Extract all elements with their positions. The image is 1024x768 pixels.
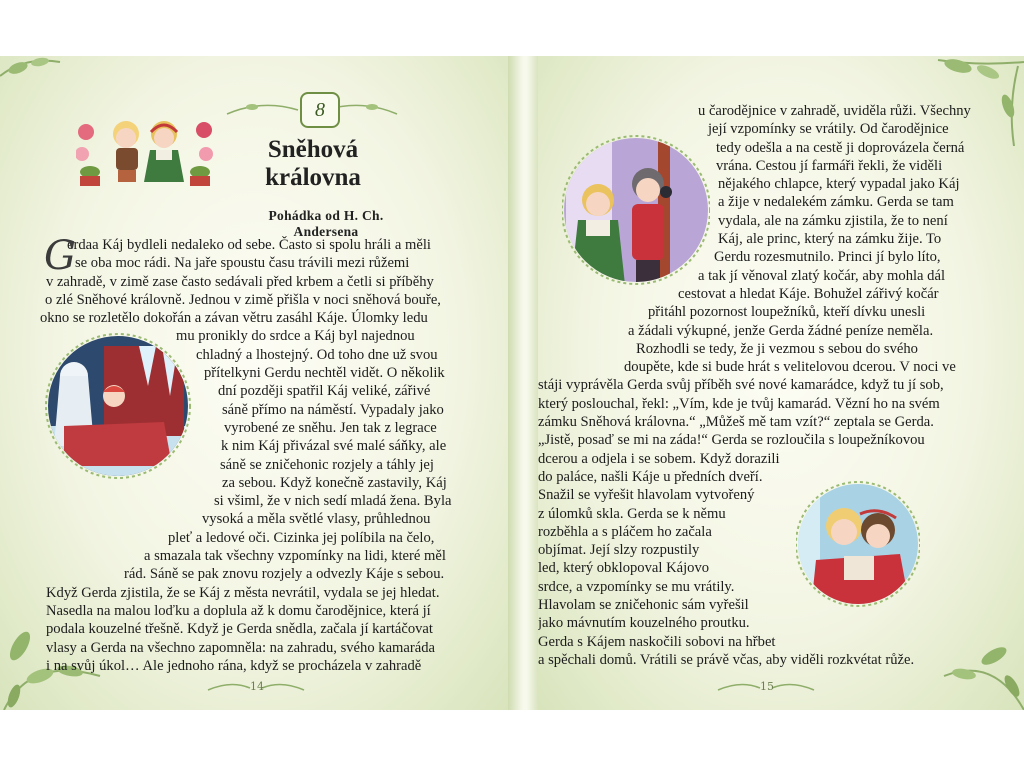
text-line: a spěchali domů. Vrátili se právě včas, aby viděli rozkvétat růže.	[538, 651, 915, 668]
page-number-right: 15	[760, 680, 774, 693]
text-line: i na svůj úkol… Ale jednoho rána, když se procházela v zahradě	[46, 657, 422, 674]
text-line: jako mávnutím kouzelného proutku.	[538, 615, 750, 632]
text-line: Hlavolam se zničehonic sám vyřešil	[538, 597, 749, 614]
text-line: u čarodějnice v zahradě, uviděla růži. Všechny	[698, 103, 971, 119]
text-line: objímat. Její slzy rozpustily	[538, 542, 700, 559]
text-line: sáně se zničehonic rozjely a táhly jej	[220, 456, 434, 473]
text-line: rozběhla a s pláčem ho začala	[538, 523, 712, 540]
text-line: a žije v nedalekém zámku. Gerda se tam	[718, 194, 954, 211]
leaf-corner-top-left-icon	[0, 56, 70, 96]
text-line: si všiml, že v nich sedí mladá žena. Byla	[214, 493, 452, 510]
chapter-title-line2: královna	[265, 164, 361, 191]
text-line: pleť a ledové oči. Cizinka jej políbila na čelo,	[168, 529, 435, 546]
text-line: zámku Sněhová královna.“ „Můžeš mě tam vzít?“ zeptala se Gerda.	[538, 414, 934, 431]
text-line: a tak jí věnoval zlatý kočár, aby mohla dál	[698, 267, 946, 284]
chapter-number: 8	[300, 92, 340, 128]
left-page-text	[38, 233, 452, 675]
text-line: přitáhl pozornost loupežníků, kteří dívku unesli	[648, 304, 926, 321]
chapter-subtitle: Pohádka od H. Ch. Andersena	[268, 208, 384, 239]
page-number-left: 14	[250, 680, 264, 693]
text-line: nějakého chlapce, který vypadal jako Káj	[718, 176, 960, 193]
text-line: z úlomků skla. Gerda se k němu	[538, 505, 726, 522]
text-line: doupěte, kde si bude hrát s velitelovou dcerou. V noci ve	[624, 359, 956, 376]
text-line: vydala, ale na zámku zjistila, že to není	[718, 212, 948, 229]
text-line: sáně přímo na náměstí. Vypadaly jako	[222, 401, 444, 418]
drop-cap: G	[44, 233, 76, 279]
text-line: o zlé Sněhové královně. Jednou v zimě přišla v noci sněhová bouře,	[45, 291, 441, 308]
text-line: mu pronikly do srdce a Káj byl najednou	[176, 328, 415, 345]
text-line: chladný a lhostejný. Od toho dne už svou	[196, 346, 438, 363]
right-page	[538, 56, 1024, 710]
text-line: k nim Káj přivázal své malé sáňky, ale	[221, 438, 447, 455]
text-line: vyrobené ze sněhu. Jen tak z legrace	[224, 419, 437, 436]
text-line: stáji vyprávěla Gerda svůj příběh své nové kamarádce, když tu jí sob,	[538, 377, 944, 394]
text-line: Rozhodli se tedy, že ji vezmou s sebou do svého	[636, 340, 918, 357]
text-line: Nasedla na malou loďku a doplula až k domu čarodějnice, která jí	[46, 602, 431, 619]
text-line: vrána. Cestou jí farmáři řekli, že viděli	[716, 157, 943, 174]
text-line: přítelkyni Gerdu nechtěl vidět. O několik	[204, 365, 445, 382]
text-line: za sebou. Když konečně zastavily, Káj	[222, 474, 447, 491]
illustration-children-roses	[76, 114, 214, 188]
text-line: Když Gerda zjistila, že se Káj z města nevrátil, vydala se jej hledat.	[46, 584, 440, 601]
text-line: Gerda s Kájem naskočili sobovi na hřbet	[538, 633, 776, 650]
text-line: „Jistě, posaď se mi na záda!“ Gerda se rozloučila s loupežníkovou	[538, 432, 925, 449]
text-line: Gerdu rozesmutnilo. Princi jí bylo líto,	[714, 249, 941, 266]
text-line: tedy odešla a na cestě ji doprovázela černá	[716, 139, 965, 156]
text-line: rád. Sáně se pak znovu rozjely a odvezly Káje s sebou.	[124, 566, 445, 583]
text-line: Káj, ale princ, který na zámku žije. To	[718, 231, 942, 248]
text-line: podala kouzelné třešně. Když je Gerda snědla, začala jí kartáčovat	[46, 621, 433, 638]
text-line: vlasy a Gerda na všechno zapomněla: na zahradu, svého kamaráda	[46, 639, 435, 656]
text-line: do paláce, našli Káje u předních dveří.	[538, 468, 763, 485]
book-gutter	[508, 56, 542, 710]
book-spread	[0, 56, 1024, 710]
text-line: který poslouchal, řekl: „Vím, kde je tvůj kamarád. Vězní ho na svém	[538, 395, 940, 412]
left-page	[0, 56, 512, 710]
text-line: a žádali výkupné, jenže Gerda žádné peníze neměla.	[628, 322, 934, 339]
text-line: její vzpomínky se vrátily. Od čarodějnice	[708, 121, 949, 138]
text-line: erdaa Káj bydleli nedaleko od sebe. Často si spolu hráli a měli	[67, 237, 431, 253]
text-line: dcerou a odjela i se sobem. Když dorazili	[538, 450, 780, 467]
text-line: vysoká a měla světlé vlasy, průhlednou	[202, 511, 431, 528]
text-line: v zahradě, v zimě zase často sedávali před krbem a četli si příběhy	[46, 273, 434, 290]
text-line: Snažil se vyřešit hlavolam vytvořený	[538, 487, 755, 504]
text-line: dní později spatřil Káj veliké, zářivé	[218, 383, 431, 400]
text-line: se oba moc rádi. Na jaře spoustu času trávili mezi růžemi	[75, 255, 410, 272]
text-line: a smazala tak všechny vzpomínky na lidi, které měl	[144, 548, 446, 565]
text-line: cestovat a hledat Káje. Bohužel zářivý kočár	[678, 285, 939, 302]
text-line: srdce, a vzpomínky se mu vrátily.	[538, 578, 735, 595]
right-page-text	[538, 102, 971, 669]
chapter-title-line1: Sněhová	[267, 136, 359, 163]
text-line: okno se rozletělo dokořán a závan větru zasáhl Káje. Úlomky ledu	[40, 310, 428, 327]
chapter-title	[248, 136, 378, 192]
text-line: led, který obklopoval Kájovo	[538, 560, 710, 577]
